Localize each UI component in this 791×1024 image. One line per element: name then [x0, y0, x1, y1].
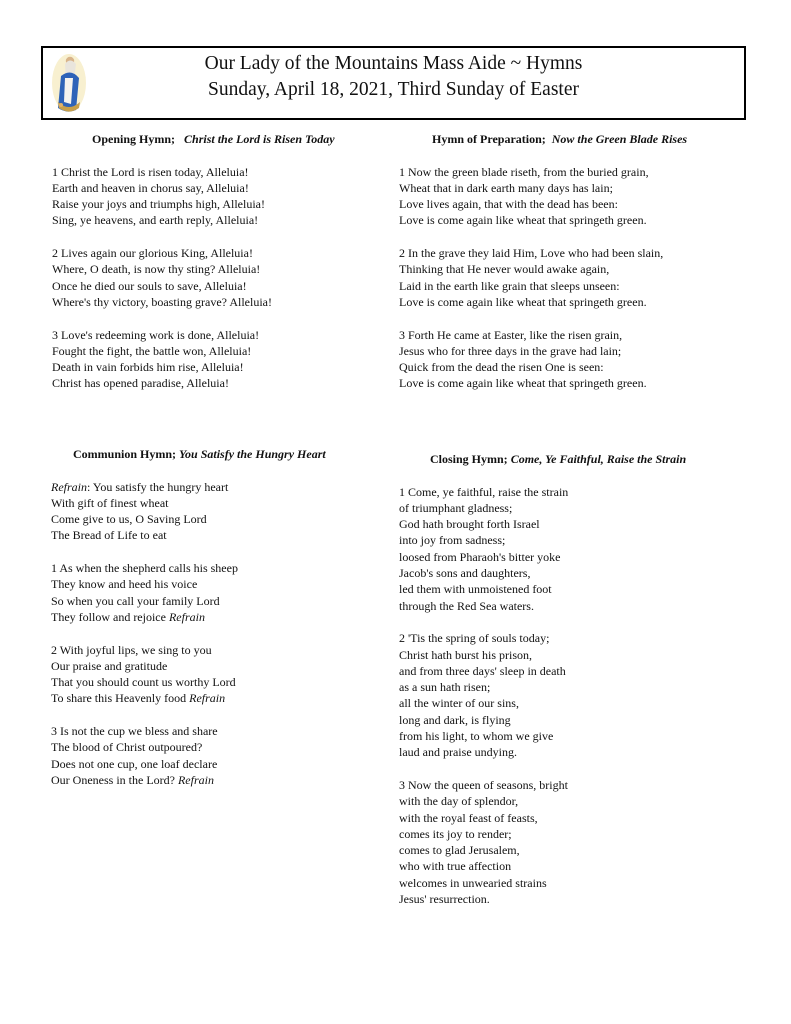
hymn-label: Closing Hymn; [430, 452, 508, 466]
stanza [51, 642, 381, 707]
lyric-line: Raise your joys and triumphs high, Alleluia! [52, 197, 265, 212]
lyric-line: of triumphant gladness; [399, 500, 513, 515]
lyric-line: 3 Is not the cup we bless and share [51, 724, 218, 739]
closing-hymn-title [399, 451, 749, 467]
lyric-line: with the day of splendor, [399, 794, 519, 809]
page-subtitle: Sunday, April 18, 2021, Third Sunday of Easter [207, 79, 579, 100]
lyric-line: laud and praise undying. [399, 745, 517, 760]
lyric-text: Our Oneness in the Lord? [51, 772, 178, 787]
lyric-line: Love lives again, that with the dead has been: [399, 197, 618, 212]
lyric-text: They follow and rejoice [51, 609, 169, 624]
lyric-line: welcomes in unwearied strains [399, 875, 547, 890]
hymn-name: Christ the Lord is Risen Today [184, 132, 335, 146]
closing-hymn [399, 451, 749, 907]
lyric-line [51, 609, 381, 625]
opening-hymn-title [52, 131, 382, 147]
stanza [399, 164, 749, 229]
stanza [52, 164, 382, 229]
lyric-line: Come give to us, O Saving Lord [51, 512, 207, 527]
lyric-line: Christ hath burst his prison, [399, 647, 533, 662]
lyric-line: They know and heed his voice [51, 577, 198, 592]
lyric-line: from his light, to whom we give [399, 729, 554, 744]
lyric-line: 3 Now the queen of seasons, bright [399, 777, 568, 792]
lyric-line [51, 690, 381, 706]
refrain-marker: Refrain [168, 609, 205, 624]
lyric-line: Love is come again like wheat that springeth green. [399, 213, 647, 228]
lyric-line: Death in vain forbids him rise, Alleluia! [52, 360, 244, 375]
lyric-line: Wheat that in dark earth many days has lain; [399, 180, 613, 195]
lyric-line: Earth and heaven in chorus say, Alleluia! [52, 180, 249, 195]
preparation-hymn-title [399, 131, 749, 147]
lyric-line: Love is come again like wheat that springeth green. [399, 376, 647, 391]
stanza [399, 245, 749, 310]
lyric-line: all the winter of our sins, [399, 696, 519, 711]
hymn-label: Communion Hymn; [73, 447, 177, 461]
lyric-line: Where's thy victory, boasting grave? Alleluia! [52, 294, 272, 309]
lyric-line: With gift of finest wheat [51, 495, 169, 510]
refrain-text: : You satisfy the hungry heart [87, 479, 229, 494]
lyric-line: Does not one cup, one loaf declare [51, 756, 218, 771]
lyric-line: 2 'Tis the spring of souls today; [399, 631, 550, 646]
communion-hymn [51, 446, 381, 788]
hymn-name: You Satisfy the Hungry Heart [179, 447, 326, 461]
stanza [51, 723, 381, 788]
lyric-line: 2 In the grave they laid Him, Love who had been slain, [399, 246, 664, 261]
lyric-line: Christ has opened paradise, Alleluia! [52, 376, 229, 391]
lyric-line: into joy from sadness; [399, 533, 506, 548]
lyric-line: 1 Christ the Lord is risen today, Alleluia! [52, 164, 249, 179]
lyric-line: The blood of Christ outpoured? [51, 740, 203, 755]
lyric-line: comes to glad Jerusalem, [399, 843, 520, 858]
stanza [52, 327, 382, 392]
refrain-label: Refrain [51, 479, 87, 494]
stanza [52, 245, 382, 310]
hymn-name: Come, Ye Faithful, Raise the Strain [510, 452, 687, 466]
lyric-line: led them with unmoistened foot [399, 582, 552, 597]
stanza [399, 484, 749, 614]
lyric-line: 3 Love's redeeming work is done, Alleluia! [52, 327, 260, 342]
lyric-line: So when you call your family Lord [51, 593, 220, 608]
lyric-line: 1 As when the shepherd calls his sheep [51, 561, 238, 576]
lyric-line: and from three days' sleep in death [399, 663, 566, 678]
lyric-line: Jesus who for three days in the grave had lain; [399, 343, 622, 358]
lyric-line: 3 Forth He came at Easter, like the risen grain, [399, 327, 623, 342]
lyric-line: The Bread of Life to eat [51, 528, 167, 543]
communion-hymn-title [51, 446, 381, 462]
lyric-line: as a sun hath risen; [399, 680, 491, 695]
header-box [41, 46, 746, 120]
lyric-line: with the royal feast of feasts, [399, 810, 538, 825]
lyric-line: Jacob's sons and daughters, [399, 566, 531, 581]
lyric-line: Thinking that He never would awake again, [399, 262, 610, 277]
lyric-line: Quick from the dead the risen One is seen: [399, 360, 604, 375]
preparation-hymn [399, 131, 749, 392]
refrain [51, 479, 381, 544]
lyric-line: through the Red Sea waters. [399, 598, 534, 613]
lyric-line: who with true affection [399, 859, 512, 874]
lyric-line: Laid in the earth like grain that sleeps unseen: [399, 278, 620, 293]
stanza [399, 327, 749, 392]
lyric-line: God hath brought forth Israel [399, 517, 540, 532]
lyric-line: Jesus' resurrection. [399, 892, 490, 907]
refrain-marker: Refrain [189, 691, 226, 706]
lyric-line [51, 479, 381, 495]
lyric-line: 1 Now the green blade riseth, from the buried grain, [399, 164, 649, 179]
page-title: Our Lady of the Mountains Mass Aide ~ Hymns [204, 53, 583, 74]
hymn-label: Hymn of Preparation; [432, 132, 546, 146]
stanza [51, 560, 381, 625]
lyric-line: comes its joy to render; [399, 826, 512, 841]
lyric-text: To share this Heavenly food [51, 691, 190, 706]
hymn-name: Now the Green Blade Rises [551, 132, 688, 146]
hymn-label: Opening Hymn; [92, 132, 176, 146]
lyric-line: Where, O death, is now thy sting? Alleluia! [52, 262, 261, 277]
lyric-line: Once he died our souls to save, Alleluia! [52, 278, 247, 293]
stanza [399, 777, 749, 907]
refrain-marker: Refrain [177, 772, 214, 787]
lyric-line: Sing, ye heavens, and earth reply, Alleluia! [52, 213, 259, 228]
lyric-line [51, 772, 381, 788]
lyric-line: 2 Lives again our glorious King, Alleluia! [52, 246, 253, 261]
stanza [399, 630, 749, 760]
lyric-line: 1 Come, ye faithful, raise the strain [399, 484, 569, 499]
lyric-line: loosed from Pharaoh's bitter yoke [399, 549, 561, 564]
lyric-line: That you should count us worthy Lord [51, 675, 236, 690]
opening-hymn [52, 131, 382, 392]
lyric-line: Our praise and gratitude [51, 658, 168, 673]
lyric-line: Love is come again like wheat that springeth green. [399, 294, 647, 309]
lyric-line: Fought the fight, the battle won, Alleluia! [52, 343, 252, 358]
lyric-line: long and dark, is flying [399, 712, 511, 727]
lyric-line: 2 With joyful lips, we sing to you [51, 642, 212, 657]
